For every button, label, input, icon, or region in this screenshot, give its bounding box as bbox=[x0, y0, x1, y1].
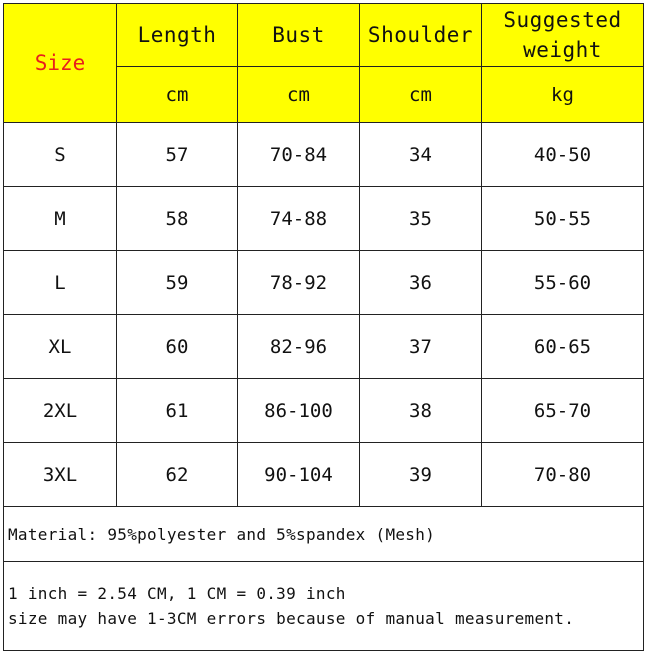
table-row bbox=[4, 379, 644, 443]
material-note bbox=[4, 507, 644, 562]
material-text: Material: 95%polyester and 5%spandex (Mesh) bbox=[8, 524, 436, 544]
header-row bbox=[4, 4, 644, 67]
weight-cell: 70-80 bbox=[482, 443, 644, 507]
bust-cell: 90-104 bbox=[238, 443, 360, 507]
size-cell: S bbox=[4, 123, 117, 187]
size-header: Size bbox=[4, 4, 117, 123]
size-cell: XL bbox=[4, 315, 117, 379]
size-chart-table bbox=[3, 3, 644, 651]
shoulder-unit: cm bbox=[360, 67, 482, 123]
shoulder-cell: 38 bbox=[360, 379, 482, 443]
bust-cell: 74-88 bbox=[238, 187, 360, 251]
bust-cell: 82-96 bbox=[238, 315, 360, 379]
measurement-note bbox=[4, 562, 644, 651]
material-row bbox=[4, 507, 644, 562]
table-row bbox=[4, 251, 644, 315]
error-text: size may have 1-3CM errors because of manual measurement. bbox=[8, 609, 575, 628]
table-row bbox=[4, 123, 644, 187]
shoulder-cell: 36 bbox=[360, 251, 482, 315]
size-cell: 3XL bbox=[4, 443, 117, 507]
shoulder-cell: 37 bbox=[360, 315, 482, 379]
bust-header: Bust bbox=[238, 4, 360, 67]
size-cell: 2XL bbox=[4, 379, 117, 443]
shoulder-header: Shoulder bbox=[360, 4, 482, 67]
shoulder-cell: 39 bbox=[360, 443, 482, 507]
weight-cell: 60-65 bbox=[482, 315, 644, 379]
table-row bbox=[4, 315, 644, 379]
length-cell: 57 bbox=[117, 123, 238, 187]
bust-cell: 86-100 bbox=[238, 379, 360, 443]
weight-unit: kg bbox=[482, 67, 644, 123]
length-cell: 58 bbox=[117, 187, 238, 251]
measurement-note-row bbox=[4, 562, 644, 651]
bust-unit: cm bbox=[238, 67, 360, 123]
weight-header bbox=[482, 4, 644, 67]
shoulder-cell: 34 bbox=[360, 123, 482, 187]
length-cell: 59 bbox=[117, 251, 238, 315]
weight-cell: 40-50 bbox=[482, 123, 644, 187]
weight-header-line1: Suggested bbox=[503, 8, 622, 32]
shoulder-cell: 35 bbox=[360, 187, 482, 251]
length-cell: 62 bbox=[117, 443, 238, 507]
length-header: Length bbox=[117, 4, 238, 67]
length-unit: cm bbox=[117, 67, 238, 123]
table-row bbox=[4, 443, 644, 507]
bust-cell: 78-92 bbox=[238, 251, 360, 315]
size-cell: M bbox=[4, 187, 117, 251]
length-cell: 61 bbox=[117, 379, 238, 443]
weight-cell: 55-60 bbox=[482, 251, 644, 315]
weight-cell: 65-70 bbox=[482, 379, 644, 443]
weight-cell: 50-55 bbox=[482, 187, 644, 251]
conversion-text: 1 inch = 2.54 CM, 1 CM = 0.39 inch bbox=[8, 584, 346, 603]
table-row bbox=[4, 187, 644, 251]
size-cell: L bbox=[4, 251, 117, 315]
weight-header-line2: weight bbox=[523, 38, 602, 62]
bust-cell: 70-84 bbox=[238, 123, 360, 187]
length-cell: 60 bbox=[117, 315, 238, 379]
